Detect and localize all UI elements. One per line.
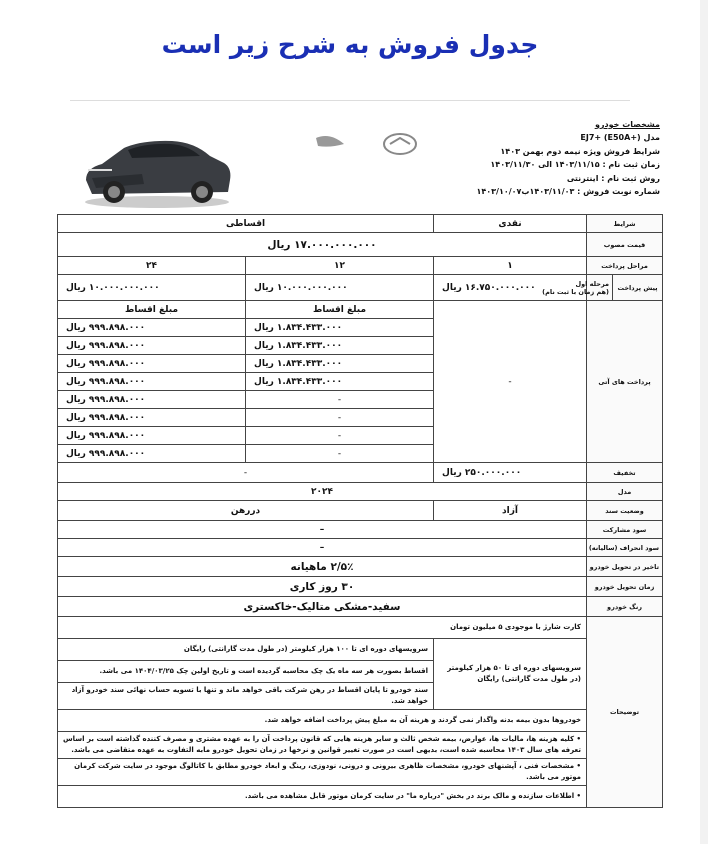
table-row [58, 501, 663, 521]
specs-heading: مشخصات خودرو [594, 120, 660, 129]
table-row [58, 639, 663, 661]
stage-cash: ۱ [434, 257, 587, 275]
color-value: سفید-مشکی متالیک-خاکستری [58, 597, 587, 617]
inst-24: ۹۹۹.۸۹۸.۰۰۰ ریال [58, 427, 246, 445]
partner-value: – [58, 521, 587, 539]
label-future: پرداخت های آتی [587, 301, 663, 463]
header-installment: اقساطی [58, 215, 434, 233]
inst-24: ۹۹۹.۸۹۸.۰۰۰ ریال [58, 409, 246, 427]
note-installment-cheque: اقساط بصورت هر سه ماه یک چک محاسبه گردیده است و تاریخ اولین چک ۱۴۰۴/۰۳/۲۵ می باشد. [58, 661, 434, 683]
label-terms: شرایط [587, 215, 663, 233]
note-charge: کارت شارژ با موجودی ۵ میلیون تومان [58, 617, 587, 639]
inst-24: ۹۹۹.۸۹۸.۰۰۰ ریال [58, 319, 246, 337]
inst-24: ۹۹۹.۸۹۸.۰۰۰ ریال [58, 391, 246, 409]
table-row [58, 275, 663, 301]
doc-cash: آزاد [434, 501, 587, 521]
inst-12: ۱.۸۳۴.۴۳۳.۰۰۰ ریال [246, 337, 434, 355]
note-doc: سند خودرو تا پایان اقساط در رهن شرکت باقی خواهد ماند و تنها با تسویه حساب نهائی سند خودرو آزاد خواهد شد. [58, 683, 434, 710]
table-row [58, 463, 663, 483]
table-row [58, 257, 663, 275]
table-row [58, 732, 663, 759]
table-row [58, 539, 663, 557]
note-service-installment: سرویسهای دوره ای تا ۱۰۰ هزار کیلومتر (در طول مدت گارانتی) رایگان [58, 639, 434, 661]
label-color: رنگ خودرو [587, 597, 663, 617]
table-row [58, 759, 663, 786]
delay-value: ۲/۵٪ ماهیانه [58, 557, 587, 577]
note-service-cash: سرویسهای دوره ای تا ۵۰ هزار کیلومتر (در طول مدت گارانتی) رایگان [434, 639, 587, 710]
inst-12: - [246, 391, 434, 409]
label-partner: سود مشارکت [587, 521, 663, 539]
table-row [58, 233, 663, 257]
page-title: جدول فروش به شرح زیر است [161, 30, 539, 59]
stage-12: ۱۲ [246, 257, 434, 275]
inst-12: - [246, 409, 434, 427]
table-row [58, 483, 663, 501]
divider [70, 100, 630, 101]
prepay-cash: ۱۶.۷۵۰.۰۰۰.۰۰۰ ریال [434, 275, 587, 301]
label-model: مدل [587, 483, 663, 501]
inst-12: ۱.۸۳۴.۴۳۳.۰۰۰ ریال [246, 373, 434, 391]
table-row [58, 215, 663, 233]
prepay-12: ۱۰.۰۰۰.۰۰۰.۰۰۰ ریال [246, 275, 434, 301]
table-row [58, 786, 663, 808]
label-deviation: سود انحراف (سالیانه) [587, 539, 663, 557]
deviation-value: – [58, 539, 587, 557]
label-delay: تاخیر در تحویل خودرو [587, 557, 663, 577]
label-discount: تخفیف [587, 463, 663, 483]
label-notes: توضیحات [587, 617, 663, 808]
label-price: قیمت مصوب [587, 233, 663, 257]
specs-conditions: شرایط فروش ویژه نیمه دوم بهمن ۱۴۰۳ [500, 146, 660, 156]
table-row [58, 557, 663, 577]
label-delivery: زمان تحویل خودرو [587, 577, 663, 597]
inst-12: ۱.۸۳۴.۴۳۳.۰۰۰ ریال [246, 319, 434, 337]
table-row [58, 577, 663, 597]
inst-12: ۱.۸۳۴.۴۳۳.۰۰۰ ریال [246, 355, 434, 373]
first-stage-text: مرحله اول [575, 279, 610, 288]
specs-reg-time: زمان ثبت نام : ۱۴۰۳/۱۱/۱۵ الی ۱۴۰۳/۱۱/۳۰ [490, 160, 660, 170]
note-info: • اطلاعات سازنده و مالک برند در بخش "درباره ما" در سایت کرمان موتور قابل مشاهده می باشد. [58, 786, 587, 808]
table-row [58, 597, 663, 617]
prepay-24: ۱۰.۰۰۰.۰۰۰.۰۰۰ ریال [58, 275, 246, 301]
table-row [58, 710, 663, 732]
model-year: ۲۰۲۴ [58, 483, 587, 501]
inst-12: - [246, 445, 434, 463]
discount-cash: ۲۵۰.۰۰۰.۰۰۰ ریال [434, 463, 587, 483]
specs-model: مدل EJ7+ (E50A+) [580, 133, 660, 143]
first-stage-sub: (هم زمان با ثبت نام) [542, 287, 610, 296]
inst-24: ۹۹۹.۸۹۸.۰۰۰ ریال [58, 337, 246, 355]
note-insurance: خودروها بدون بیمه بدنه واگذار نمی گردند و هزینه آن به مبلغ پیش پرداخت اضافه خواهد شد. [58, 710, 587, 732]
table-row [58, 301, 663, 319]
specs-turn: شماره نوبت فروش : ۱۴۰۳/۱۱/۰۳ب۱۴۰۳/۱۰/۰۷ [476, 187, 660, 197]
table-row [58, 617, 663, 639]
label-first-stage [542, 275, 613, 301]
stage-24: ۲۴ [58, 257, 246, 275]
car-image [72, 118, 237, 213]
vehicle-specs [400, 118, 660, 198]
discount-installment: - [58, 463, 434, 483]
future-cash: - [434, 301, 587, 463]
inst-24: ۹۹۹.۸۹۸.۰۰۰ ریال [58, 355, 246, 373]
delivery-value: ۳۰ روز کاری [58, 577, 587, 597]
inst-24: ۹۹۹.۸۹۸.۰۰۰ ریال [58, 373, 246, 391]
label-prepay: پیش پرداخت [613, 275, 663, 301]
label-doc: وضعیت سند [587, 501, 663, 521]
label-stages: مراحل پرداخت [587, 257, 663, 275]
note-specs: • مشخصات فنی ، آپشنهای خودرو، مشخصات ظاهری بیرونی و درونی، نودوزی، رینگ و ابعاد خودرو مطابق با کاتالوگ موجود در سایت شرکت کرمان موتور می باشد. [58, 759, 587, 786]
inst-12: - [246, 427, 434, 445]
inst-header-24: مبلغ اقساط [58, 301, 246, 319]
table-row [58, 521, 663, 539]
inst-header-12: مبلغ اقساط [246, 301, 434, 319]
specs-reg-method: روش ثبت نام : اینترنتی [566, 173, 660, 183]
sales-table [57, 214, 663, 808]
header-cash: نقدی [434, 215, 587, 233]
inst-24: ۹۹۹.۸۹۸.۰۰۰ ریال [58, 445, 246, 463]
doc-installment: دررهن [58, 501, 434, 521]
note-taxes: • کلیه هزینه ها، مالیات ها، عوارض، بیمه شخص ثالث و سایر هزینه هایی که قانون پرداخت آن را به عهده مشتری و مصرف کننده گذاشته است بر اساس تعرفه های سال ۱۴۰۳ محاسبه شده است، بدیهی است در صورت تغییر قوانین و نرخها در زمان تحویل خودرو مابه التفاوت به عهده متقاضی می باشد. [58, 732, 587, 759]
price-value: ۱۷.۰۰۰.۰۰۰.۰۰۰ ریال [58, 233, 587, 257]
